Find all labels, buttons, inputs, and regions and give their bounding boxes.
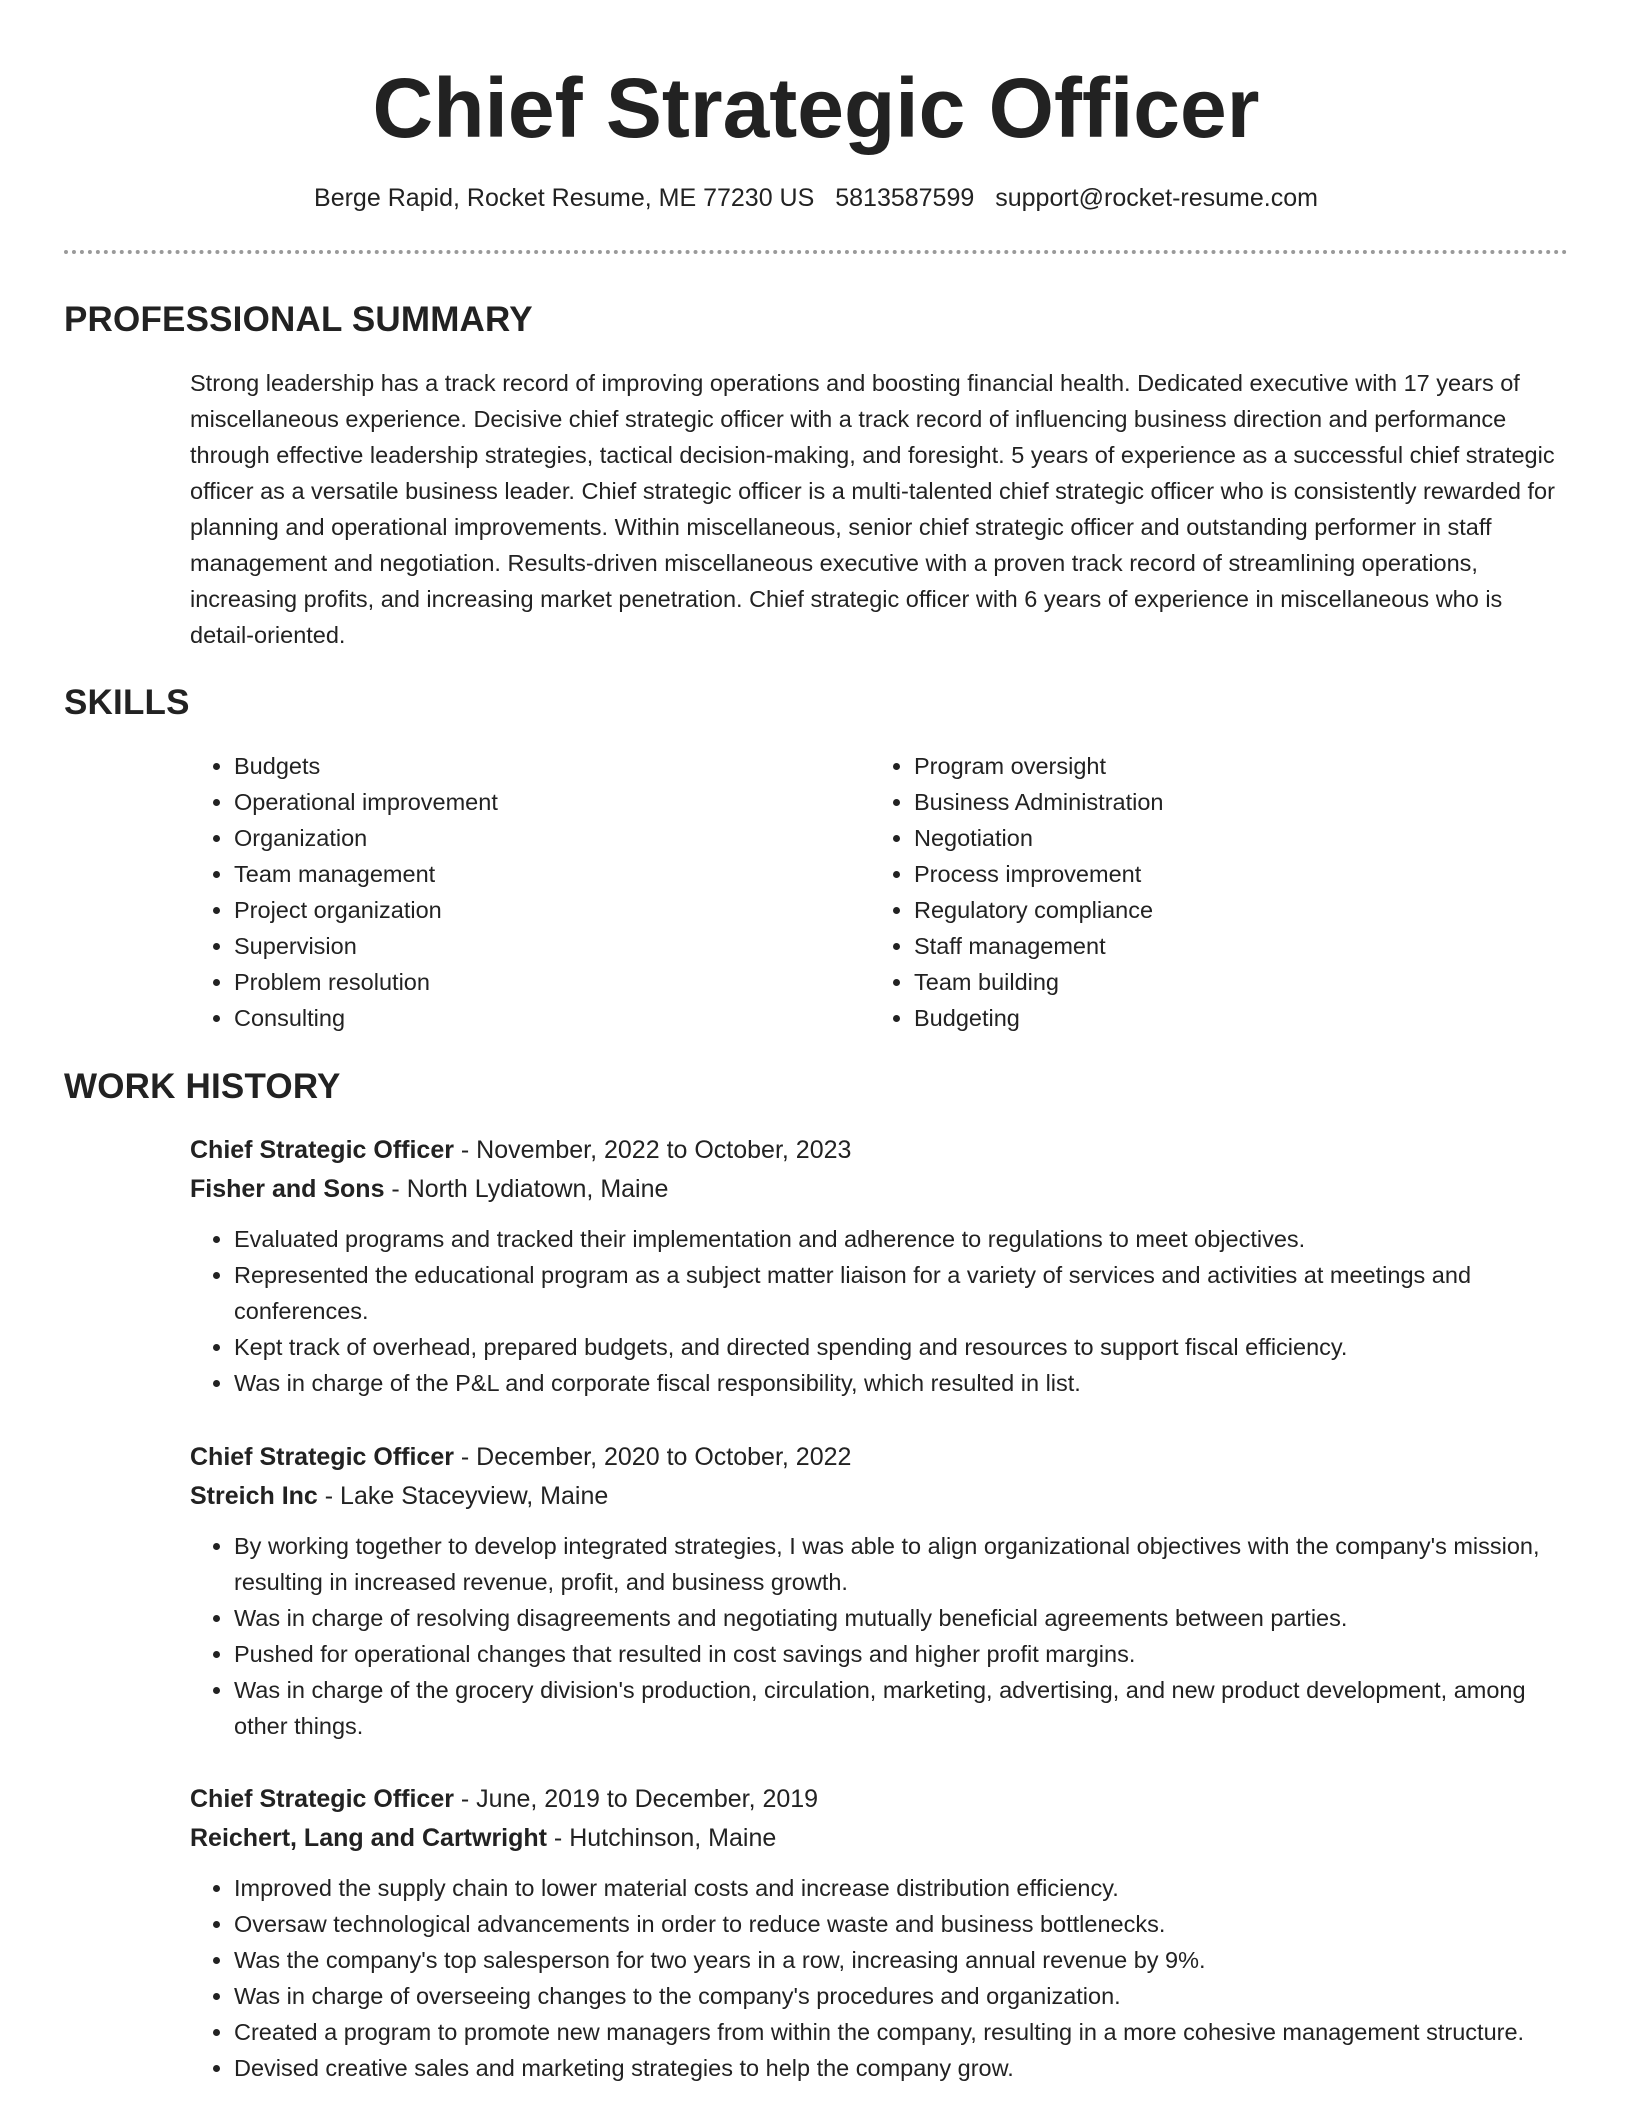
skill-item: • Team management xyxy=(234,856,830,892)
job-location: - North Lydiatown, Maine xyxy=(384,1175,669,1203)
header-divider xyxy=(64,250,1568,254)
summary-text: Strong leadership has a track record of improving operations and boosting financial health. Dedicated executive with 17 years of miscellaneous experience. Decisive chief strategic officer with a track record of influencing business direction and performance through effective leadership strategies, tactical decision-making, and foresight. 5 years of experience as a successful chief strategic officer as a versatile business leader. Chief strategic officer is a multi-talented chief strategic officer who is consistently rewarded for planning and operational improvements. Within miscellaneous, senior chief strategic officer and outstanding performer in staff management and negotiation. Results-driven miscellaneous executive with a proven track record of streamlining operations, increasing profits, and increasing market penetration. Chief strategic officer with 6 years of experience in miscellaneous who is detail-oriented. xyxy=(190,370,1555,648)
job-company: Streich Inc xyxy=(190,1482,318,1510)
job-bullet: • Represented the educational program as a subject matter liaison for a variety of services and activities at meetings and conferences. xyxy=(234,1257,1570,1329)
job-bullet: • Was the company's top salesperson for two years in a row, increasing annual revenue by 9%. xyxy=(234,1942,1570,1978)
skill-item: • Business Administration xyxy=(914,784,1510,820)
work-history-heading: WORK HISTORY xyxy=(64,1067,341,1106)
skill-item: • Staff management xyxy=(914,928,1510,964)
job-entry xyxy=(190,1131,1570,1401)
skill-item: • Consulting xyxy=(234,1000,830,1036)
skill-item: • Budgets xyxy=(234,748,830,784)
contact-phone: 5813587599 xyxy=(835,184,975,212)
job-bullet: • Was in charge of overseeing changes to the company's procedures and organization. xyxy=(234,1978,1570,2014)
skills-column-right xyxy=(870,748,1510,1036)
job-entry xyxy=(190,1438,1570,1744)
job-bullet: • Evaluated programs and tracked their implementation and adherence to regulations to meet objectives. xyxy=(234,1221,1570,1257)
job-bullet: • Was in charge of the grocery division's production, circulation, marketing, advertising, and new product development, among other things. xyxy=(234,1672,1570,1744)
job-role: Chief Strategic Officer xyxy=(190,1136,454,1164)
job-company-line xyxy=(190,1819,1570,1858)
job-dates: - June, 2019 to December, 2019 xyxy=(453,1785,819,1813)
job-bullet: • Kept track of overhead, prepared budgets, and directed spending and resources to support fiscal efficiency. xyxy=(234,1329,1570,1365)
skill-item: • Process improvement xyxy=(914,856,1510,892)
job-bullet: • Was in charge of the P&L and corporate fiscal responsibility, which resulted in list. xyxy=(234,1365,1570,1401)
skill-item: • Team building xyxy=(914,964,1510,1000)
job-role: Chief Strategic Officer xyxy=(190,1443,454,1471)
job-dates: - December, 2020 to October, 2022 xyxy=(453,1443,852,1471)
job-title-line xyxy=(190,1438,1570,1477)
job-title-line xyxy=(190,1131,1570,1170)
job-entry xyxy=(190,1780,1570,2086)
job-bullet: • Pushed for operational changes that resulted in cost savings and higher profit margins. xyxy=(234,1636,1570,1672)
job-bullet: • Was in charge of resolving disagreements and negotiating mutually beneficial agreements between parties. xyxy=(234,1600,1570,1636)
job-dates: - November, 2022 to October, 2023 xyxy=(453,1136,852,1164)
job-company: Reichert, Lang and Cartwright xyxy=(190,1824,547,1852)
job-location: - Lake Staceyview, Maine xyxy=(317,1482,609,1510)
job-bullet: • Created a program to promote new managers from within the company, resulting in a more cohesive management structure. xyxy=(234,2014,1570,2050)
job-bullet: • Devised creative sales and marketing strategies to help the company grow. xyxy=(234,2050,1570,2086)
skills-column-left xyxy=(190,748,830,1036)
job-location: - Hutchinson, Maine xyxy=(546,1824,777,1852)
resume-name-title: Chief Strategic Officer xyxy=(372,61,1260,155)
skill-item: • Program oversight xyxy=(914,748,1510,784)
skill-item: • Negotiation xyxy=(914,820,1510,856)
job-bullet: • Improved the supply chain to lower material costs and increase distribution efficiency. xyxy=(234,1870,1570,1906)
skill-item: • Operational improvement xyxy=(234,784,830,820)
skill-item: • Regulatory compliance xyxy=(914,892,1510,928)
contact-info xyxy=(0,180,1632,216)
job-title-line xyxy=(190,1780,1570,1819)
skill-item: • Budgeting xyxy=(914,1000,1510,1036)
job-company-line xyxy=(190,1170,1570,1209)
job-bullet: • By working together to develop integrated strategies, I was able to align organizational objectives with the company's mission, resulting in increased revenue, profit, and business growth. xyxy=(234,1528,1570,1600)
skills-heading: SKILLS xyxy=(64,683,190,722)
skill-item: • Supervision xyxy=(234,928,830,964)
job-bullet: • Oversaw technological advancements in order to reduce waste and business bottlenecks. xyxy=(234,1906,1570,1942)
contact-address: Berge Rapid, Rocket Resume, ME 77230 US xyxy=(314,184,815,212)
skill-item: • Project organization xyxy=(234,892,830,928)
skill-item: • Organization xyxy=(234,820,830,856)
skill-item: • Problem resolution xyxy=(234,964,830,1000)
job-company-line xyxy=(190,1477,1570,1516)
contact-email: support@rocket-resume.com xyxy=(995,184,1318,212)
job-role: Chief Strategic Officer xyxy=(190,1785,454,1813)
summary-heading: PROFESSIONAL SUMMARY xyxy=(64,300,533,339)
job-company: Fisher and Sons xyxy=(190,1175,385,1203)
